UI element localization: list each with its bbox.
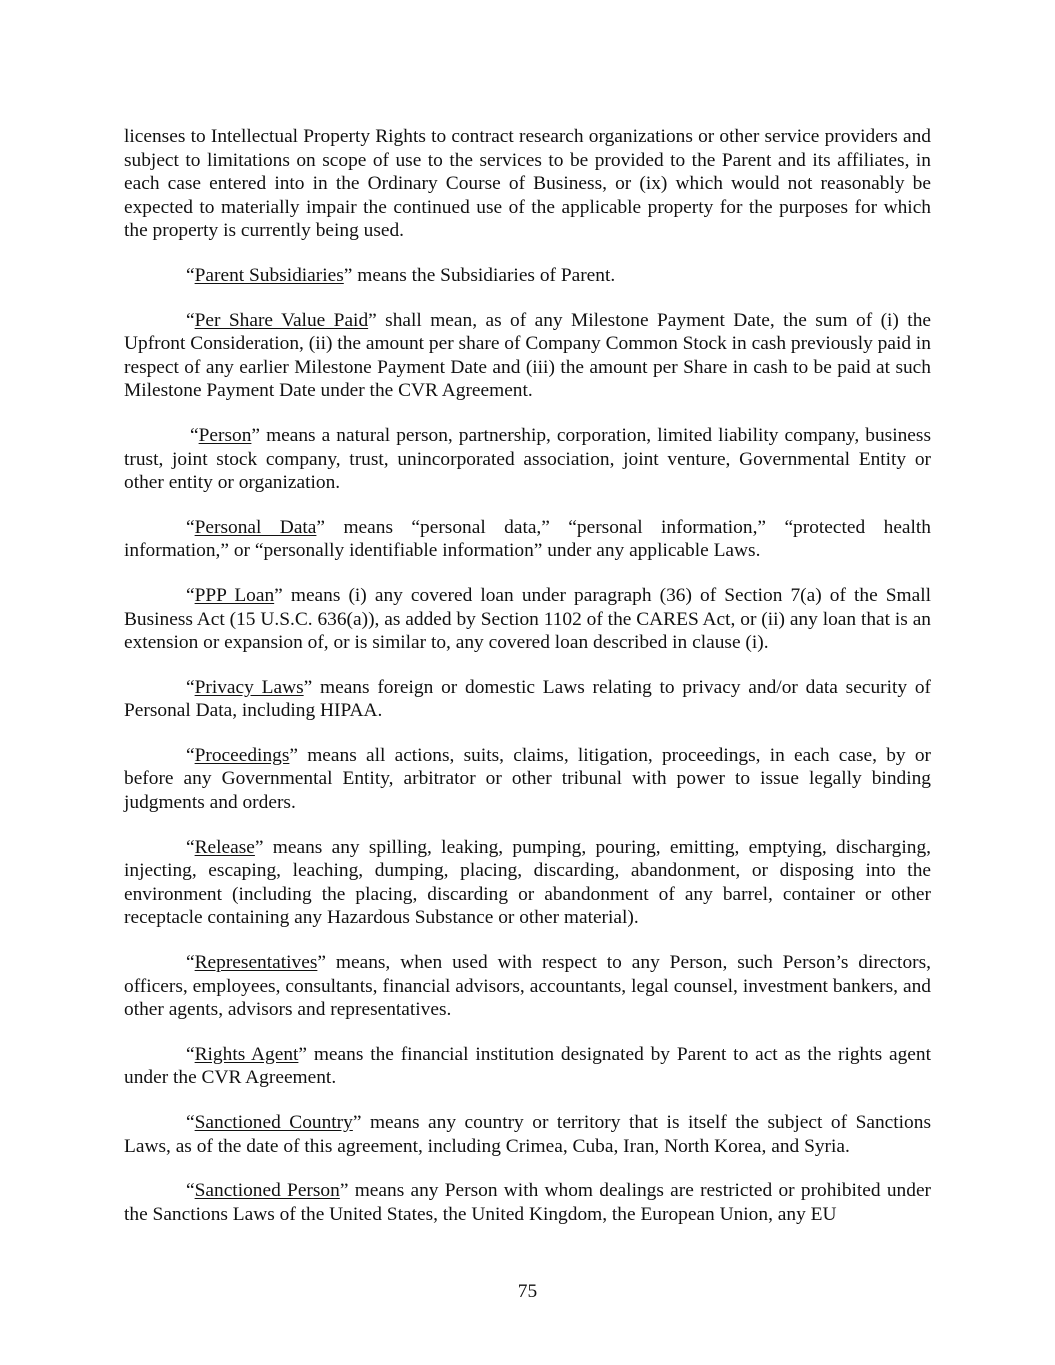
definition-text: means any spilling, leaking, pumping, pouring, emitting, emptying, discharging, injecting, escaping, leaching, dumping, placing, discarding, abandonment, or disposing into the environment (including the placing, discarding or abandonment of any barrel, container or other receptacle containing any Hazardous Substance or other material). <box>124 836 931 929</box>
paragraph-text: licenses to Intellectual Property Rights to contract research organizations or other service providers and subject to limitations on scope of use to the services to be provided to the Parent and its affiliates, in each case entered into in the Ordinary Course of Business, or (ix) which would not reasonably be expected to materially impair the continued use of the applicable property for the purposes for which the property is currently being used. <box>124 126 931 242</box>
definition-parent-subsidiaries <box>124 264 931 288</box>
open-quote: “ <box>186 516 195 538</box>
defined-term: Sanctioned Country <box>194 1112 353 1133</box>
page-number: 75 <box>517 1281 538 1302</box>
document-body <box>124 125 931 1247</box>
close-quote: ” <box>352 1112 362 1133</box>
definition-representatives <box>124 951 931 1022</box>
open-quote: “ <box>186 1180 195 1202</box>
close-quote: ” <box>316 516 326 538</box>
definition-text: means any Person with whom dealings are restricted or prohibited under the Sanctions Laws of the United States, the United Kingdom, the European Union, any EU <box>124 1180 932 1225</box>
close-quote: ” <box>289 744 298 766</box>
open-quote: “ <box>186 309 195 331</box>
defined-term: PPP Loan <box>194 584 275 606</box>
definition-text: means a natural person, partnership, corporation, limited liability company, business trust, joint stock company, trust, unincorporated association, joint venture, Governmental Entity or other entity or organization. <box>124 424 931 494</box>
open-quote: “ <box>186 1112 195 1133</box>
definition-proceedings <box>124 744 931 815</box>
close-quote: ” <box>368 309 377 331</box>
close-quote: ” <box>274 584 283 606</box>
open-quote: “ <box>186 264 195 286</box>
close-quote: ” <box>254 836 264 858</box>
definition-text: means “personal data,” “personal information,” “protected health information,” or “personally identifiable information” under any applicable Laws. <box>124 516 932 562</box>
defined-term: Per Share Value Paid <box>194 309 369 331</box>
defined-term: Representatives <box>194 952 318 974</box>
definition-text: means (i) any covered loan under paragraph (36) of Section 7(a) of the Small Business Act (15 U.S.C. 636(a)), as added by Section 1102 of the CARES Act, or (ii) any loan that is an extension or expansion of, or is similar to, any covered loan described in clause (i). <box>124 584 932 654</box>
defined-term: Parent Subsidiaries <box>194 264 344 286</box>
open-quote: “ <box>190 424 199 446</box>
defined-term: Privacy Laws <box>194 676 304 698</box>
definition-text: shall mean, as of any Milestone Payment Date, the sum of (i) the Upfront Consideration, (ii) the amount per share of Company Common Stock in cash previously paid in respect of any earlier Milestone Payment Date and (iii) the amount per Share in cash to be paid at such Milestone Payment Date under the CVR Agreement. <box>124 309 931 402</box>
close-quote: ” <box>343 264 353 286</box>
definition-text: means the financial institution designated by Parent to act as the rights agent under the CVR Agreement. <box>124 1043 931 1089</box>
defined-term: Sanctioned Person <box>194 1180 340 1202</box>
open-quote: “ <box>186 952 195 974</box>
close-quote: ” <box>317 952 326 974</box>
definition-ppp-loan <box>124 584 931 655</box>
open-quote: “ <box>186 836 195 858</box>
definition-privacy-laws <box>124 676 931 723</box>
defined-term: Personal Data <box>194 516 317 538</box>
definition-sanctioned-person <box>124 1179 931 1226</box>
paragraph-continuation <box>124 125 931 243</box>
defined-term: Release <box>194 836 255 858</box>
close-quote: ” <box>251 424 261 446</box>
close-quote: ” <box>303 676 313 698</box>
definition-text: means, when used with respect to any Person, such Person’s directors, officers, employees, consultants, financial advisors, accountants, legal counsel, investment bankers, and other agents, advisors and representatives. <box>124 952 931 1021</box>
definition-text: means foreign or domestic Laws relating to privacy and/or data security of Personal Data, including HIPAA. <box>124 676 931 722</box>
definition-per-share-value-paid <box>124 309 931 403</box>
definition-personal-data <box>124 516 931 563</box>
open-quote: “ <box>186 744 195 766</box>
close-quote: ” <box>339 1180 349 1202</box>
defined-term: Rights Agent <box>194 1043 299 1065</box>
close-quote: ” <box>298 1043 308 1065</box>
defined-term: Proceedings <box>194 744 290 766</box>
open-quote: “ <box>186 676 195 698</box>
definition-text: means all actions, suits, claims, litigation, proceedings, in each case, by or before any Governmental Entity, arbitrator or other tribunal with power to issue legally binding judgments and orders. <box>124 744 931 814</box>
definition-person <box>124 424 931 495</box>
open-quote: “ <box>186 584 195 606</box>
definition-text: means any country or territory that is itself the subject of Sanctions Laws, as of the date of this agreement, including Crimea, Cuba, Iran, North Korea, and Syria. <box>124 1112 931 1157</box>
definition-release <box>124 836 931 930</box>
definition-sanctioned-country <box>124 1111 931 1158</box>
definition-rights-agent <box>124 1043 931 1090</box>
definition-text: means the Subsidiaries of Parent. <box>352 264 616 286</box>
defined-term: Person <box>198 424 252 446</box>
open-quote: “ <box>186 1043 195 1065</box>
